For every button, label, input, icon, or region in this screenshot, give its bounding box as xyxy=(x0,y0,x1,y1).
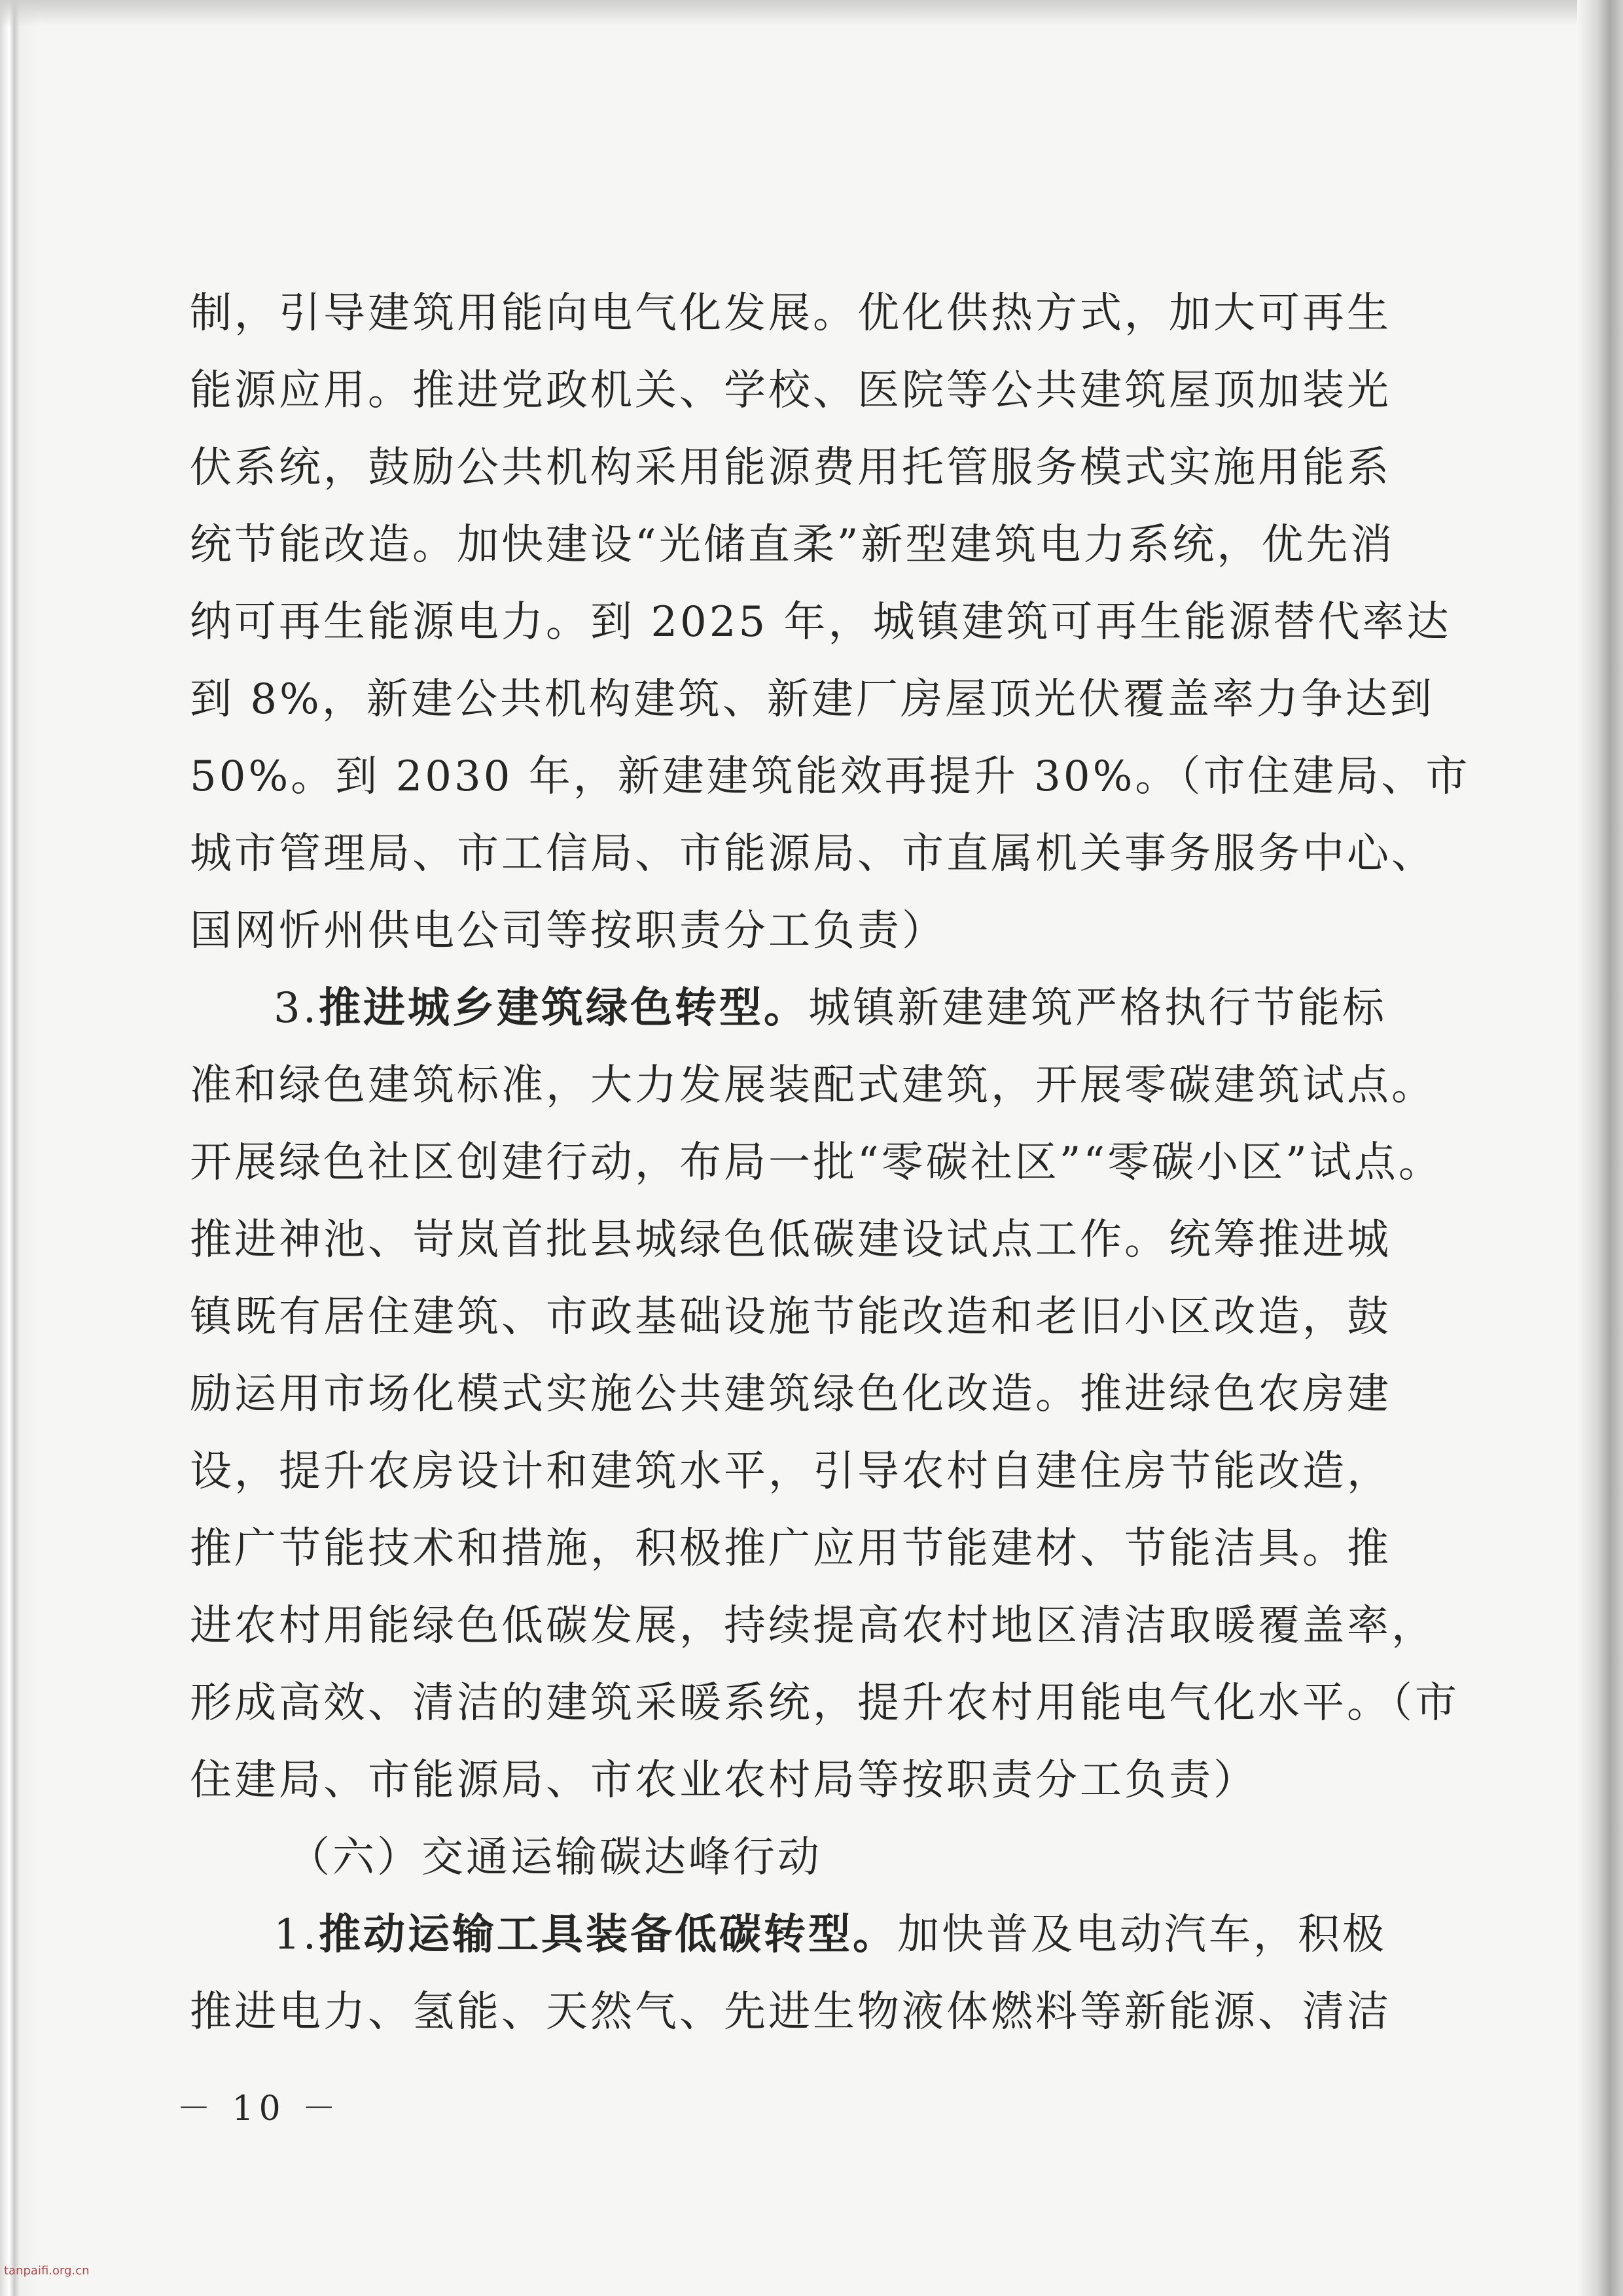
text-line: 国网忻州供电公司等按职责分工负责） xyxy=(190,907,946,955)
item-1-text: 加快普及电动汽车，积极 xyxy=(897,1911,1387,1959)
text-line: 励运用市场化模式实施公共建筑绿色化改造。推进绿色农房建 xyxy=(190,1370,1391,1419)
text-line: 伏系统，鼓励公共机构采用能源费用托管服务模式实施用能系 xyxy=(190,444,1391,492)
page-edge-shadow xyxy=(1577,0,1623,2296)
top-shadow xyxy=(0,0,1623,26)
text-line: 形成高效、清洁的建筑采暖系统，提升农村用能电气化水平。（市 xyxy=(190,1679,1459,1727)
text-line: 设，提升农房设计和建筑水平，引导农村自建住房节能改造， xyxy=(190,1447,1391,1496)
item-3-first-line xyxy=(190,970,1420,1047)
text-line: 纳可再生能源电力。到 2025 年，城镇建筑可再生能源替代率达 xyxy=(190,598,1452,646)
item-3-heading: 推进城乡建筑绿色转型。 xyxy=(319,983,809,1033)
text-line: 镇既有居住建筑、市政基础设施节能改造和老旧小区改造，鼓 xyxy=(190,1293,1391,1341)
text-line: 城市管理局、市工信局、市能源局、市直属机关事务服务中心、 xyxy=(190,830,1436,878)
text-line: 推广节能技术和措施，积极推广应用节能建材、节能洁具。推 xyxy=(190,1525,1391,1573)
text-line: 住建局、市能源局、市农业农村局等按职责分工负责） xyxy=(190,1756,1258,1805)
item-1-heading: 推动运输工具装备低碳转型。 xyxy=(319,1910,898,1959)
item-1-number: 1. xyxy=(274,1911,319,1959)
item-3-text: 城镇新建建筑严格执行节能标 xyxy=(808,984,1387,1033)
page-number: － 10 － xyxy=(177,2089,342,2128)
text-line: 进农村用能绿色低碳发展，持续提高农村地区清洁取暖覆盖率， xyxy=(190,1602,1436,1650)
text-line: 准和绿色建筑标准，大力发展装配式建筑，开展零碳建筑试点。 xyxy=(190,1061,1436,1110)
item-1-first-line xyxy=(190,1896,1420,1973)
document-body xyxy=(190,275,1471,2051)
text-line: 推进电力、氢能、天然气、先进生物液体燃料等新能源、清洁 xyxy=(190,1988,1391,2036)
text-line: 制，引导建筑用能向电气化发展。优化供热方式，加大可再生 xyxy=(190,289,1391,338)
text-line: 开展绿色社区创建行动，布局一批“零碳社区”“零碳小区”试点。 xyxy=(190,1139,1443,1187)
binding-edge xyxy=(0,0,39,2296)
text-line: 统节能改造。加快建设“光储直柔”新型建筑电力系统，优先消 xyxy=(190,521,1395,569)
text-line: 能源应用。推进党政机关、学校、医院等公共建筑屋顶加装光 xyxy=(190,366,1391,415)
text-line: 推进神池、岢岚首批县城绿色低碳建设试点工作。统筹推进城 xyxy=(190,1216,1391,1264)
watermark: tanpaifi.org.cn xyxy=(4,2264,90,2278)
text-line: 50%。到 2030 年，新建建筑能效再提升 30%。（市住建局、市 xyxy=(190,752,1471,801)
section-heading-6: （六）交通运输碳达峰行动 xyxy=(288,1833,822,1882)
text-line: 到 8%，新建公共机构建筑、新建厂房屋顶光伏覆盖率力争达到 xyxy=(190,675,1435,724)
item-3-number: 3. xyxy=(274,984,319,1033)
